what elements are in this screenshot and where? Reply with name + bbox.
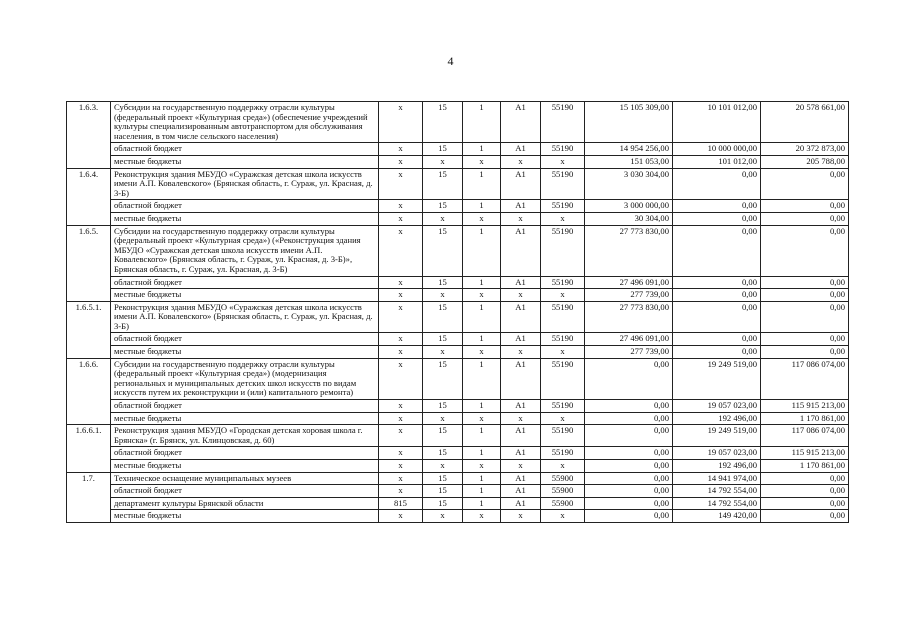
row-code-5: 55900	[541, 485, 585, 498]
row-amount-2: 149 420,00	[673, 510, 761, 523]
row-code-3: 1	[463, 497, 501, 510]
row-amount-3: 0,00	[761, 485, 849, 498]
row-code-1: x	[379, 276, 423, 289]
row-amount-3: 0,00	[761, 276, 849, 289]
row-code-3: 1	[463, 102, 501, 143]
row-code-1: x	[379, 143, 423, 156]
row-code-4: A1	[501, 301, 541, 333]
row-code-3: 1	[463, 143, 501, 156]
row-code-4: x	[501, 460, 541, 473]
row-name: департамент культуры Брянской области	[111, 497, 379, 510]
table-row	[67, 358, 849, 399]
row-code-4: A1	[501, 472, 541, 485]
table-row	[67, 412, 849, 425]
row-amount-2: 14 792 554,00	[673, 497, 761, 510]
row-code-5: 55190	[541, 447, 585, 460]
table-row	[67, 447, 849, 460]
row-amount-1: 277 739,00	[585, 346, 673, 359]
row-code-2: 15	[423, 143, 463, 156]
row-amount-1: 3 030 304,00	[585, 168, 673, 200]
row-name: Реконструкция здания МБУДО «Городская детская хоровая школа г. Брянска» (г. Брянск, ул. Клинцовская, д. 60)	[111, 425, 379, 447]
row-code-5: x	[541, 289, 585, 302]
table-row	[67, 276, 849, 289]
row-code-1: x	[379, 289, 423, 302]
row-code-2: 15	[423, 425, 463, 447]
row-code-4: A1	[501, 333, 541, 346]
row-code-1: x	[379, 472, 423, 485]
row-code-3: 1	[463, 472, 501, 485]
row-number: 1.6.4.	[67, 168, 111, 225]
row-name: областной бюджет	[111, 200, 379, 213]
table-row	[67, 225, 849, 276]
table-row	[67, 289, 849, 302]
row-code-4: A1	[501, 485, 541, 498]
table-row	[67, 168, 849, 200]
table-row	[67, 102, 849, 143]
row-code-2: x	[423, 155, 463, 168]
row-amount-1: 27 773 830,00	[585, 225, 673, 276]
row-code-4: A1	[501, 102, 541, 143]
row-amount-1: 0,00	[585, 460, 673, 473]
row-code-5: x	[541, 346, 585, 359]
row-code-3: x	[463, 212, 501, 225]
row-code-1: x	[379, 412, 423, 425]
row-code-3: x	[463, 289, 501, 302]
row-code-2: x	[423, 412, 463, 425]
row-name: областной бюджет	[111, 485, 379, 498]
row-number: 1.6.5.1.	[67, 301, 111, 358]
row-code-4: A1	[501, 143, 541, 156]
row-code-1: x	[379, 447, 423, 460]
row-code-4: A1	[501, 425, 541, 447]
row-code-1: x	[379, 346, 423, 359]
row-code-2: 15	[423, 400, 463, 413]
row-code-3: 1	[463, 485, 501, 498]
row-amount-1: 14 954 256,00	[585, 143, 673, 156]
row-code-2: 15	[423, 301, 463, 333]
row-name: местные бюджеты	[111, 460, 379, 473]
row-code-5: 55190	[541, 276, 585, 289]
row-code-5: 55190	[541, 168, 585, 200]
row-code-3: 1	[463, 425, 501, 447]
row-code-4: A1	[501, 447, 541, 460]
row-number: 1.6.3.	[67, 102, 111, 169]
row-code-2: 15	[423, 472, 463, 485]
row-code-2: 15	[423, 168, 463, 200]
row-amount-1: 0,00	[585, 485, 673, 498]
row-amount-2: 19 057 023,00	[673, 447, 761, 460]
row-code-5: 55190	[541, 200, 585, 213]
row-code-2: 15	[423, 358, 463, 399]
row-code-2: x	[423, 212, 463, 225]
row-amount-2: 0,00	[673, 346, 761, 359]
table-row	[67, 301, 849, 333]
row-amount-1: 0,00	[585, 358, 673, 399]
row-code-5: 55190	[541, 425, 585, 447]
row-amount-3: 115 915 213,00	[761, 400, 849, 413]
row-code-4: x	[501, 289, 541, 302]
row-code-3: 1	[463, 400, 501, 413]
row-code-3: x	[463, 346, 501, 359]
row-number: 1.6.6.	[67, 358, 111, 425]
row-amount-1: 27 496 091,00	[585, 333, 673, 346]
row-code-1: x	[379, 400, 423, 413]
page-number: 4	[447, 54, 454, 68]
row-code-2: 15	[423, 447, 463, 460]
row-code-5: x	[541, 510, 585, 523]
row-code-3: x	[463, 460, 501, 473]
table-row	[67, 400, 849, 413]
table-row	[67, 460, 849, 473]
row-code-1: x	[379, 212, 423, 225]
row-code-2: 15	[423, 200, 463, 213]
table-row	[67, 143, 849, 156]
row-amount-3: 20 372 873,00	[761, 143, 849, 156]
row-code-5: x	[541, 155, 585, 168]
row-code-5: 55900	[541, 472, 585, 485]
row-code-2: x	[423, 346, 463, 359]
row-code-5: 55190	[541, 400, 585, 413]
row-amount-3: 115 915 213,00	[761, 447, 849, 460]
row-code-2: x	[423, 460, 463, 473]
row-code-5: x	[541, 212, 585, 225]
row-amount-1: 15 105 309,00	[585, 102, 673, 143]
table-row	[67, 212, 849, 225]
row-amount-2: 0,00	[673, 289, 761, 302]
row-code-1: x	[379, 168, 423, 200]
row-code-5: x	[541, 460, 585, 473]
row-code-5: 55190	[541, 358, 585, 399]
row-code-3: 1	[463, 358, 501, 399]
row-name: Субсидии на государственную поддержку отрасли культуры (федеральный проект «Культурная среда») (модернизация региональных и муниципальных детских школ искусств по видам искусств путем их реконструкции и (или) капитального ремонта)	[111, 358, 379, 399]
row-amount-3: 0,00	[761, 301, 849, 333]
row-amount-1: 0,00	[585, 425, 673, 447]
row-amount-2: 101 012,00	[673, 155, 761, 168]
row-amount-3: 0,00	[761, 510, 849, 523]
row-amount-2: 0,00	[673, 333, 761, 346]
row-amount-1: 0,00	[585, 510, 673, 523]
row-code-3: x	[463, 510, 501, 523]
row-amount-3: 0,00	[761, 472, 849, 485]
row-code-3: 1	[463, 200, 501, 213]
row-code-5: 55900	[541, 497, 585, 510]
row-amount-2: 0,00	[673, 168, 761, 200]
row-code-3: 1	[463, 225, 501, 276]
row-amount-3: 0,00	[761, 200, 849, 213]
row-amount-1: 27 773 830,00	[585, 301, 673, 333]
row-code-5: 55190	[541, 301, 585, 333]
row-amount-1: 0,00	[585, 497, 673, 510]
row-name: Реконструкция здания МБУДО «Суражская детская школа искусств имени А.П. Ковалевского» (Брянская область, г. Сураж, ул. Красная, д. 3-Б)	[111, 168, 379, 200]
row-name: местные бюджеты	[111, 346, 379, 359]
row-amount-3: 0,00	[761, 289, 849, 302]
row-amount-3: 20 578 661,00	[761, 102, 849, 143]
row-name: областной бюджет	[111, 276, 379, 289]
row-code-4: A1	[501, 400, 541, 413]
table-row	[67, 485, 849, 498]
row-name: областной бюджет	[111, 447, 379, 460]
row-code-1: 815	[379, 497, 423, 510]
row-code-1: x	[379, 301, 423, 333]
row-code-2: 15	[423, 225, 463, 276]
row-code-4: A1	[501, 225, 541, 276]
row-code-1: x	[379, 200, 423, 213]
row-code-2: 15	[423, 333, 463, 346]
row-code-1: x	[379, 155, 423, 168]
row-code-4: x	[501, 212, 541, 225]
row-code-1: x	[379, 333, 423, 346]
row-code-1: x	[379, 358, 423, 399]
row-amount-2: 192 496,00	[673, 412, 761, 425]
row-code-4: A1	[501, 497, 541, 510]
row-amount-3: 0,00	[761, 346, 849, 359]
row-amount-2: 192 496,00	[673, 460, 761, 473]
row-amount-1: 277 739,00	[585, 289, 673, 302]
row-name: местные бюджеты	[111, 155, 379, 168]
row-code-1: x	[379, 510, 423, 523]
row-amount-3: 0,00	[761, 212, 849, 225]
row-amount-1: 0,00	[585, 447, 673, 460]
row-amount-2: 0,00	[673, 200, 761, 213]
row-code-3: 1	[463, 447, 501, 460]
row-amount-3: 205 788,00	[761, 155, 849, 168]
row-amount-2: 14 941 974,00	[673, 472, 761, 485]
row-name: Реконструкция здания МБУДО «Суражская детская школа искусств имени А.П. Ковалевского» (Брянская область, г. Сураж, ул. Красная, д. 3-Б)	[111, 301, 379, 333]
table-row	[67, 346, 849, 359]
row-amount-2: 0,00	[673, 276, 761, 289]
row-amount-2: 19 249 519,00	[673, 425, 761, 447]
row-amount-1: 151 053,00	[585, 155, 673, 168]
row-code-2: 15	[423, 497, 463, 510]
row-name: областной бюджет	[111, 400, 379, 413]
row-code-4: x	[501, 155, 541, 168]
row-code-2: x	[423, 289, 463, 302]
row-amount-1: 0,00	[585, 472, 673, 485]
row-amount-3: 117 086 074,00	[761, 425, 849, 447]
table-row	[67, 510, 849, 523]
row-amount-2: 0,00	[673, 225, 761, 276]
row-amount-2: 19 057 023,00	[673, 400, 761, 413]
row-code-5: 55190	[541, 102, 585, 143]
row-code-3: x	[463, 412, 501, 425]
row-amount-2: 19 249 519,00	[673, 358, 761, 399]
row-name: местные бюджеты	[111, 212, 379, 225]
row-number: 1.7.	[67, 472, 111, 522]
row-amount-1: 27 496 091,00	[585, 276, 673, 289]
row-amount-3: 1 170 861,00	[761, 460, 849, 473]
table-row	[67, 497, 849, 510]
row-amount-2: 0,00	[673, 301, 761, 333]
row-code-1: x	[379, 102, 423, 143]
row-code-3: 1	[463, 276, 501, 289]
row-amount-1: 0,00	[585, 400, 673, 413]
row-amount-3: 117 086 074,00	[761, 358, 849, 399]
row-amount-2: 14 792 554,00	[673, 485, 761, 498]
row-code-4: x	[501, 510, 541, 523]
row-code-2: 15	[423, 102, 463, 143]
row-name: Субсидии на государственную поддержку отрасли культуры (федеральный проект «Культурная среда») («Реконструкция здания МБУДО «Суражская детская школа искусств имени А.П. Ковалевского» (Брянская область, г. Сураж, ул. Красная, д. 3-Б)», Брянская область, г. Сураж, ул. Красная, д. 3-Б)	[111, 225, 379, 276]
row-amount-3: 0,00	[761, 497, 849, 510]
row-code-5: 55190	[541, 333, 585, 346]
row-amount-1: 0,00	[585, 412, 673, 425]
row-code-5: x	[541, 412, 585, 425]
row-code-3: 1	[463, 333, 501, 346]
row-code-5: 55190	[541, 225, 585, 276]
table-row	[67, 472, 849, 485]
row-code-3: x	[463, 155, 501, 168]
row-code-2: 15	[423, 485, 463, 498]
row-code-1: x	[379, 225, 423, 276]
row-amount-1: 3 000 000,00	[585, 200, 673, 213]
row-name: местные бюджеты	[111, 289, 379, 302]
row-name: областной бюджет	[111, 143, 379, 156]
budget-table-body	[67, 102, 849, 523]
budget-table	[66, 101, 849, 523]
row-code-4: x	[501, 412, 541, 425]
row-amount-3: 0,00	[761, 225, 849, 276]
row-code-2: 15	[423, 276, 463, 289]
row-name: Субсидии на государственную поддержку отрасли культуры (федеральный проект «Культурная среда») (обеспечение учреждений культуры специализированным автотранспортом для обслуживания населения, в том числе сельского населения)	[111, 102, 379, 143]
row-name: местные бюджеты	[111, 412, 379, 425]
table-row	[67, 425, 849, 447]
row-name: местные бюджеты	[111, 510, 379, 523]
row-code-3: 1	[463, 168, 501, 200]
table-row	[67, 333, 849, 346]
row-code-4: A1	[501, 358, 541, 399]
row-amount-1: 30 304,00	[585, 212, 673, 225]
row-code-5: 55190	[541, 143, 585, 156]
row-code-2: x	[423, 510, 463, 523]
row-code-4: A1	[501, 168, 541, 200]
row-amount-3: 0,00	[761, 333, 849, 346]
row-name: Техническое оснащение муниципальных музеев	[111, 472, 379, 485]
row-amount-2: 10 000 000,00	[673, 143, 761, 156]
row-code-1: x	[379, 485, 423, 498]
row-amount-3: 0,00	[761, 168, 849, 200]
row-code-1: x	[379, 460, 423, 473]
row-number: 1.6.5.	[67, 225, 111, 301]
row-name: областной бюджет	[111, 333, 379, 346]
row-amount-3: 1 170 861,00	[761, 412, 849, 425]
row-code-1: x	[379, 425, 423, 447]
row-code-4: A1	[501, 276, 541, 289]
row-code-3: 1	[463, 301, 501, 333]
row-number: 1.6.6.1.	[67, 425, 111, 472]
row-code-4: x	[501, 346, 541, 359]
row-amount-2: 10 101 012,00	[673, 102, 761, 143]
table-row	[67, 200, 849, 213]
table-row	[67, 155, 849, 168]
row-amount-2: 0,00	[673, 212, 761, 225]
row-code-4: A1	[501, 200, 541, 213]
